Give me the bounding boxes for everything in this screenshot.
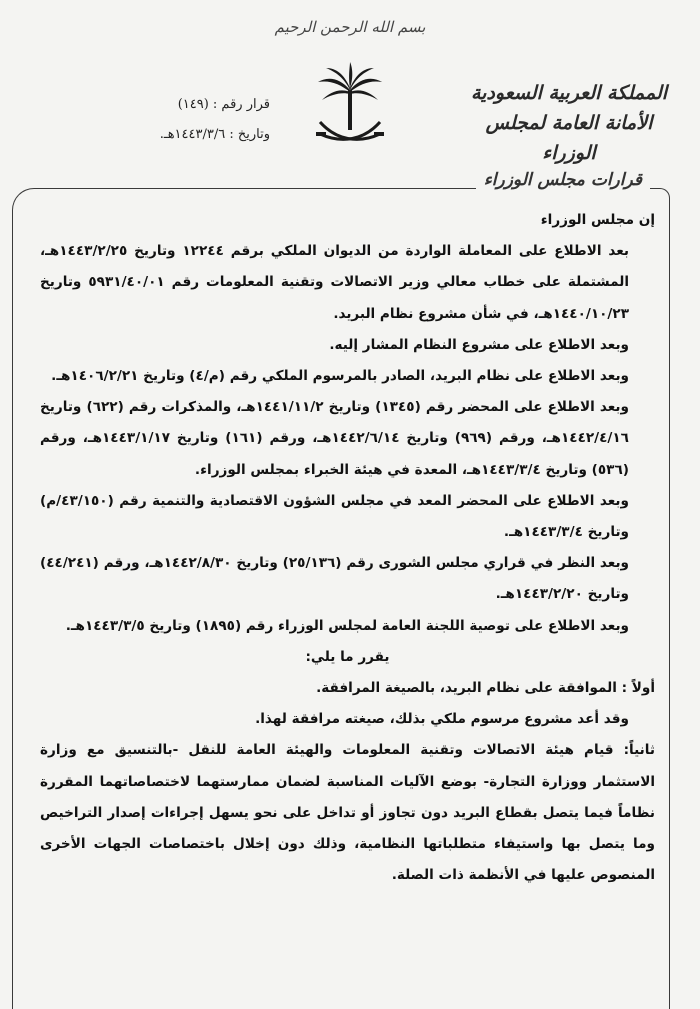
paragraph: وبعد الاطلاع على توصية اللجنة العامة لمجلس الوزراء رقم (١٨٩٥) وتاريخ ١٤٤٣/٣/٥هـ. xyxy=(65,617,629,634)
paragraph: وبعد النظر في قراري مجلس الشورى رقم (٢٥/١٣٦) وتاريخ ١٤٤٢/٨/٣٠هـ، ورقم (٤٤/٢٤١) وتاريخ ١٤٤٣/٢/٢٠هـ. xyxy=(40,555,630,603)
clause-second: ثانياً: قيام هيئة الاتصالات وتقنية المعلومات والهيئة العامة للنقل -بالتنسيق مع وزارة الاستثمار ووزارة التجارة- بوضع الآليات المناسبة لضمان ممارستهما لاختصاصاتهما المقررة نظاماً فيما يتصل بقطاع البريد دون تجاوز أو تداخل على نحو يسهل إجراءات إصدار التراخيص وما يتصل بها واستيفاء متطلباتها النظامية، وذلك دون إخلال باختصاصات الجهات الأخرى المنصوص عليها في الأنظمة ذات الصلة. xyxy=(40,742,655,884)
decision-body xyxy=(40,205,655,891)
resolution-heading: يقرر ما يلي: xyxy=(305,648,390,665)
paragraph: وبعد الاطلاع على المحضر المعد في مجلس الشؤون الاقتصادية والتنمية رقم (٤٣/١٥٠/م) وتاريخ ١٤٤٣/٣/٤هـ. xyxy=(40,492,629,541)
paragraph: وبعد الاطلاع على نظام البريد، الصادر بالمرسوم الملكي رقم (م/٤) وتاريخ ١٤٠٦/٢/٢١هـ. xyxy=(51,368,629,385)
decision-number: قرار رقم : (١٤٩) xyxy=(177,97,270,112)
basmala: بسم الله الرحمن الرحيم xyxy=(274,18,426,36)
decision-reference xyxy=(110,90,270,150)
frame-label: قرارات مجلس الوزراء xyxy=(476,170,650,190)
paragraph: وبعد الاطلاع على المحضر رقم (١٣٤٥) وتاريخ ١٤٤١/١١/٢هـ، والمذكرات رقم (٦٢٢) وتاريخ ١٤٤٢/٤/١٦هـ، ورقم (٩٦٩) وتاريخ ١٤٤٢/٦/١٤هـ، ورقم (١٦١) وتاريخ ١٤٤٣/١/١٧هـ، ورقم (٥٣٦) وتاريخ ١٤٤٣/٣/٤هـ، المعدة في هيئة الخبراء بمجلس الوزراء. xyxy=(40,399,629,478)
clause-first: أولاً : الموافقة على نظام البريد، بالصيغة المرافقة. xyxy=(316,680,655,697)
organization-header xyxy=(464,78,674,168)
paragraph: وقد أعد مشروع مرسوم ملكي بذلك، صيغته مرافقة لهذا. xyxy=(255,711,629,728)
org-secretariat: الأمانة العامة لمجلس الوزراء xyxy=(485,112,653,164)
decision-date: وتاريخ : ١٤٤٣/٣/٦هـ. xyxy=(159,127,270,142)
org-country: المملكة العربية السعودية xyxy=(470,82,668,104)
palm-swords-emblem-icon xyxy=(312,60,388,154)
paragraph: بعد الاطلاع على المعاملة الواردة من الديوان الملكي برقم ١٢٢٤٤ وتاريخ ١٤٤٣/٢/٢٥هـ، المشتملة على خطاب معالي وزير الاتصالات وتقنية المعلومات رقم ٥٩٣١/٤٠/٠١ وتاريخ ١٤٤٠/١٠/٢٣هـ، في شأن مشروع نظام البريد. xyxy=(40,243,629,322)
opening-line: إن مجلس الوزراء xyxy=(540,212,655,228)
paragraph: وبعد الاطلاع على مشروع النظام المشار إليه. xyxy=(329,336,629,353)
